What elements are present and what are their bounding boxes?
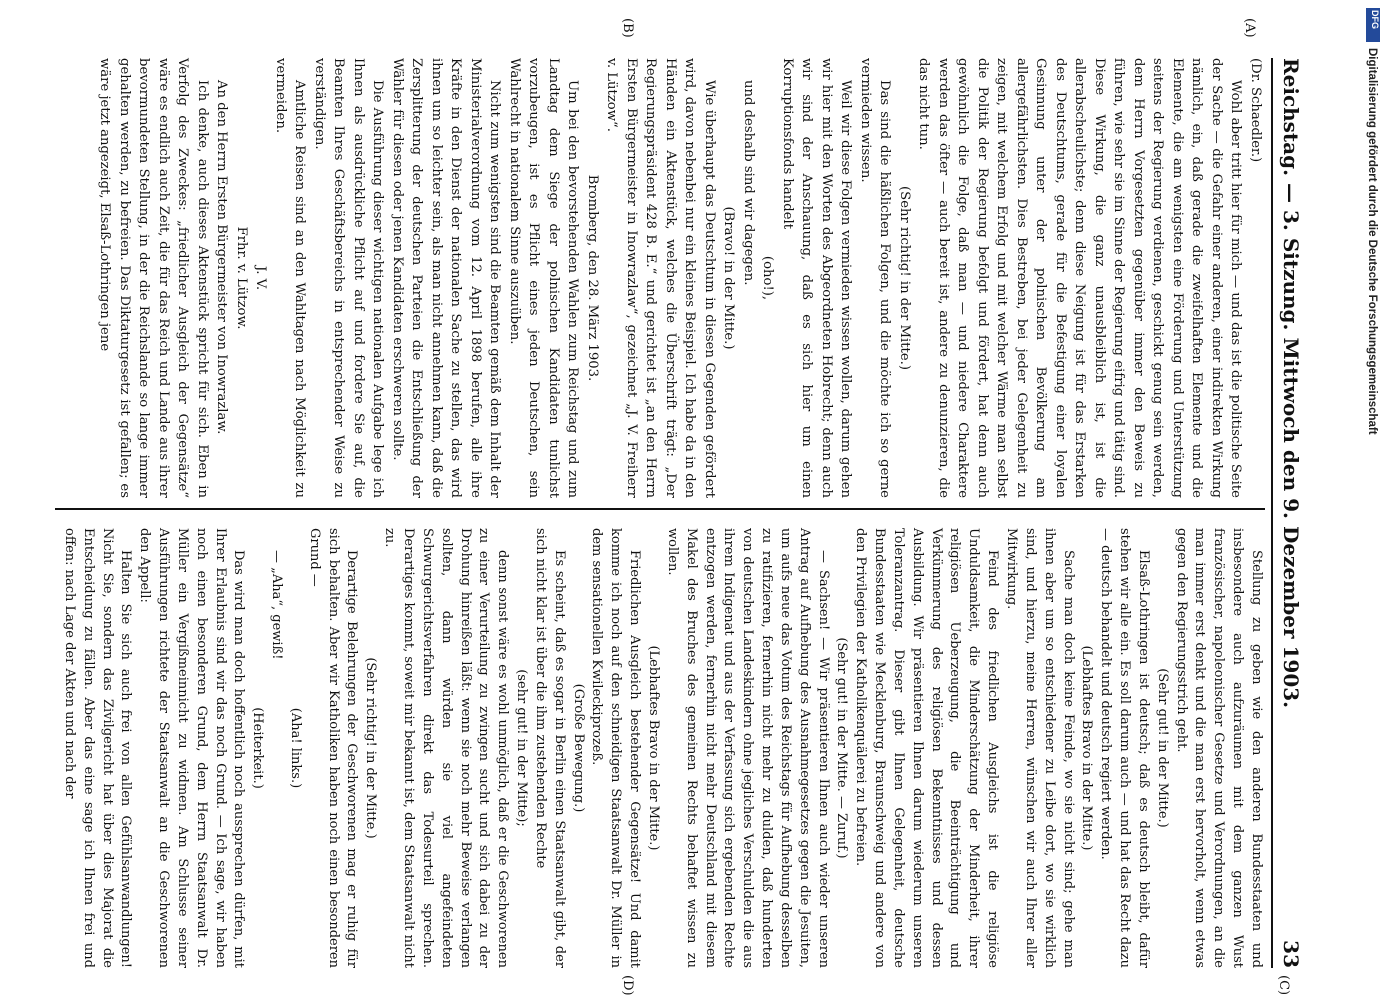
paragraph: An den Herrn Ersten Bürgermeister von Inowrazlaw. xyxy=(214,80,230,435)
margin-marker-a: (A) xyxy=(1242,18,1257,38)
paragraph: Es scheint, daß es sogar in Berlin einen Staatsanwalt gibt, der sich nicht klar ist über die ihm zustehenden Rechte xyxy=(532,528,567,968)
paragraph: Derartige Belehrungen der Geschworenen mag er ruhig für sich behalten. Aber wir Katholiken haben noch einen besonderen Grund — xyxy=(306,528,360,968)
paragraph: Friedlichen Ausgleich bestehender Gegensätze! Und damit komme ich noch auf den schneidigen Staatsanwalt Dr. Müller in dem sensationellen Kwileckiprozeß. xyxy=(589,528,643,968)
column-divider xyxy=(55,508,1265,510)
margin-marker-b: (B) xyxy=(620,18,635,38)
paragraph: Stellung zu geben wie den anderen Bundesstaaten und insbesondere auch aufzuräumen mit dem ganzen Wust französischer, napoleonischer Gesetze und Verordnungen, an die man immer erst denkt und die man erst hervorholt, wenn etwas gegen den Regierungsstrich geht. xyxy=(1173,528,1264,968)
paragraph: J. V. xyxy=(253,265,269,291)
header-rule xyxy=(1271,58,1273,968)
paragraph: Das sind die häßlichen Folgen, und die möchte ich so gerne vermieden wissen. xyxy=(858,58,893,498)
page-number: 33 xyxy=(1279,940,1303,968)
paragraph: (oho!), xyxy=(760,255,776,301)
paragraph: Wie überhaupt das Deutschtum in diesen Gegenden gefördert wird, davon nebenbei nur ein kleines Beispiel. Ich habe da in den Händen ein Aktenstück, welches die Überschrift trägt: „Der Regierungspräsident 428 B. E.“ und gerichtet ist „an den Herrn Ersten Bürgermeister in Inowrazlaw“, gezeichnet „J. V. Freiherr v. Lützow“. xyxy=(604,58,717,498)
paragraph: (Heiterkeit.) xyxy=(250,707,266,789)
dfg-logo-text: DFG xyxy=(1370,10,1380,29)
paragraph: Feind des friedlichen Ausgleichs ist die religiöse Unduldsamkeit, die Minderschätzung der Minderheit, ihrer religiösen Ueberzeugung, die Beeinträchtigung und Verkümmerung des religiösen Bekenntnisses und dessen Ausbildung. Wir präsentieren Ihnen darum wiederum unseren Toleranzantrag. Dieser gibt Ihnen Gelegenheit, deutsche Bundesstaaten wie Mecklenburg, Braunschweig und andere von den Privilegien der Katholikenquälerei zu befreien. xyxy=(853,528,1001,968)
paragraph: — „Aha“, gewiß! xyxy=(269,550,285,660)
margin-marker-d: (D) xyxy=(620,975,635,996)
paragraph: Um bei den bevorstehenden Wahlen zum Reichstag und zum Landtag dem Siege der polnischen Kandidaten tunlichst vorzubeugen, ist es Pflicht eines jeden Deutschen, sein Wahlrecht in nationalem Sinne auszuüben. xyxy=(507,58,581,498)
paragraph: Das wird man doch hoffentlich noch aussprechen dürfen, mit Ihrer Erlaubnis sind wir das noch Grund. — Ich sage, wir haben noch einen besonderen Grund, dem Herrn Staatsanwalt Dr. Müller ein Vergißmeinnicht zu widmen. Am Schlusse seiner Ausführungen richtete der Staatsanwalt an die Geschworenen den Appell: xyxy=(137,528,247,968)
right-paragraphs xyxy=(59,528,1265,968)
paragraph: Weil wir diese Folgen vermieden wissen wollen, darum gehen wir hier mit den Worten des Abgeordneten Hobrecht; denn auch wir sind der Anschauung, daß es sich hier um einen Korruptionsfonds handelt xyxy=(780,58,854,498)
paragraph: (Große Bewegung.) xyxy=(570,683,586,813)
paragraph: Halten Sie sich auch frei von allen Gefühlsanwandlungen! Nicht Sie, sondern das Zivilgericht hat über dies Majorat die Entscheidung zu fällen. Aber das eine sage ich Ihnen frei und offen: nach Lage der Akten und nach der xyxy=(61,528,134,968)
margin-marker-c: (C) xyxy=(1276,975,1291,996)
right-column xyxy=(59,528,1265,968)
paragraph: Amtliche Reisen sind an den Wahltagen nach Möglichkeit zu vermeiden. xyxy=(273,58,308,498)
left-column xyxy=(95,58,1265,498)
paragraph: Sache man doch keine Feinde, wo sie nicht sind; gehe man ihnen aber um so entschiedener zu Leibe dort, wo sie wirklich sind, und hierzu, meine Herren, wünschen wir auch Ihrer aller Mitwirkung. xyxy=(1004,528,1076,968)
digitization-credit: Digitalisierung gefördert durch die Deutsche Forschungsgemeinschaft xyxy=(1366,48,1378,435)
paragraph: Die Ausführung dieser wichtigen nationalen Aufgabe lege ich Ihnen als ausdrückliche Pflicht auf und fordere Sie auf, die Beamten Ihres Geschäftsbereichs in entsprechender Weise zu verständigen. xyxy=(312,58,386,498)
paragraph: Frhr. v. Lützow. xyxy=(234,226,249,330)
paragraph: (Aha! links.) xyxy=(287,707,303,789)
paragraph: — Sachsen! — Wir präsentieren Ihnen auch wieder unseren Antrag auf Aufhebung des Ausnahmegesetzes gegen die Jesuiten, um aufs neue das Votum des Reichstags für Aufhebung desselben zu ratifizieren, fernerhin nicht mehr zu dulden, daß hunderten von deutschen Landeskindern ohne jegliches Verschulden die aus ihrem Indigenat und aus der Verfassung sich ergebenden Rechte entzogen werden, fernerhin nicht mehr Deutschland mit diesem Makel des Bruches des gemeinen Rechts behaftet wissen zu wollen. xyxy=(664,528,831,968)
paragraph: (Sehr gut! in der Mitte. — Zuruf.) xyxy=(834,637,850,859)
paragraph: (Bravo! in der Mitte.) xyxy=(721,206,737,350)
paragraph: (sehr gut! in der Mitte); xyxy=(514,669,530,827)
paragraph: Wohl aber tritt hier für mich — und das ist die politische Seite der Sache — die Gefahr einer anderen, einer indirekten Wirkung nämlich, ein, daß gerade die zweifelhaften Elemente und die Elemente, die am wenigsten eine Förderung und Unterstützung seitens der Regierung verdienen, geschickt genug sein werden, dem Herrn Vorgesetzten gegenüber immer den Beweis zu führen, wie sehr sie im Sinne der Regierung eifrig und tätig sind. Diese Wirkung, die ganz unausbleiblich ist, ist die allerabscheulichste; denn diese Neigung ist für das Erstarken des Deutschtums, gerade für die Befestigung einer loyalen Gesinnung unter der polnischen Bevölkerung am allergefährlichsten. Dies Bestreben, bei jeder Gelegenheit zu zeigen, mit welchem Erfolg und mit welcher Wärme man selbst die Politik der Regierung befolgt und fördert, hat denn auch gewöhnlich die Folge, daß man — und niedere Charaktere werden das öfter — auch bereit ist, andere zu denunzieren, die das nicht tun. xyxy=(916,58,1244,498)
paragraph: Nicht zum wenigsten sind die Beamten gemäß dem Inhalt der Ministerialverordnung vom 12. April 1898 berufen, alle ihre Kräfte in den Dienst der nationalen Sache zu stellen, das wird ihnen um so leichter sein, als man nicht annehmen kann, daß die Zersplitterung der deutschen Parteien die Entschließung der Wähler für diesen oder jenen Kandidaten erschweren sollte. xyxy=(390,58,503,498)
speaker-reference: (Dr. Schaedler.) xyxy=(1248,58,1263,163)
paragraph: (Sehr gut! in der Mitte.) xyxy=(1154,668,1170,828)
left-paragraphs xyxy=(95,58,1246,498)
paragraph: Ich denke, auch dieses Aktenstück spricht für sich. Eben in Verfolg des Zweckes: „friedlicher Ausgleich der Gegensätze“ wäre es endlich auch Zeit, die für das Reich und Lande aus ihrer bevormundeten Stellung, in der die Reichslande so lange immer gehalten werden, zu befreien. Das Diktaturgesetz ist gefallen; es wäre jetzt angezeigt, Elsaß-Lothringen jene xyxy=(97,58,210,498)
paragraph: denn sonst wäre es wohl unmöglich, daß er die Geschworenen zu einer Verurteilung zu zwingen sucht und sich dabei zu der Drohung hinreißen läßt: wenn sie noch mehr Beweise verlangen sollten, dann würden sie viel angefeindeten Schwurgerichtsverfahren direkt das Todesurteil sprechen. Derartiges kommt, soweit mir bekannt ist, dem Staatsanwalt nicht zu. xyxy=(382,528,511,968)
paragraph: und deshalb sind wir dagegen. xyxy=(741,80,756,286)
paragraph: (Lebhaftes Bravo in der Mitte.) xyxy=(1079,645,1095,851)
paragraph: Elsaß-Lothringen ist deutsch; daß es deutsch bleibt, dafür stehen wir alle ein. Es soll darum auch — und hat das Recht dazu — deutsch behandelt und deutsch regiert werden. xyxy=(1098,528,1151,968)
page-header xyxy=(1273,58,1307,968)
paragraph: Bromberg, den 28. März 1903. xyxy=(585,174,600,382)
running-title: Reichstag. — 3. Sitzung. Mittwoch den 9. Dezember 1903. xyxy=(1279,58,1303,709)
paragraph: (Sehr richtig! in der Mitte.) xyxy=(897,186,912,370)
paragraph: (Sehr richtig! in der Mitte.) xyxy=(363,657,379,839)
paragraph: (Lebhaftes Bravo in der Mitte.) xyxy=(646,645,661,851)
